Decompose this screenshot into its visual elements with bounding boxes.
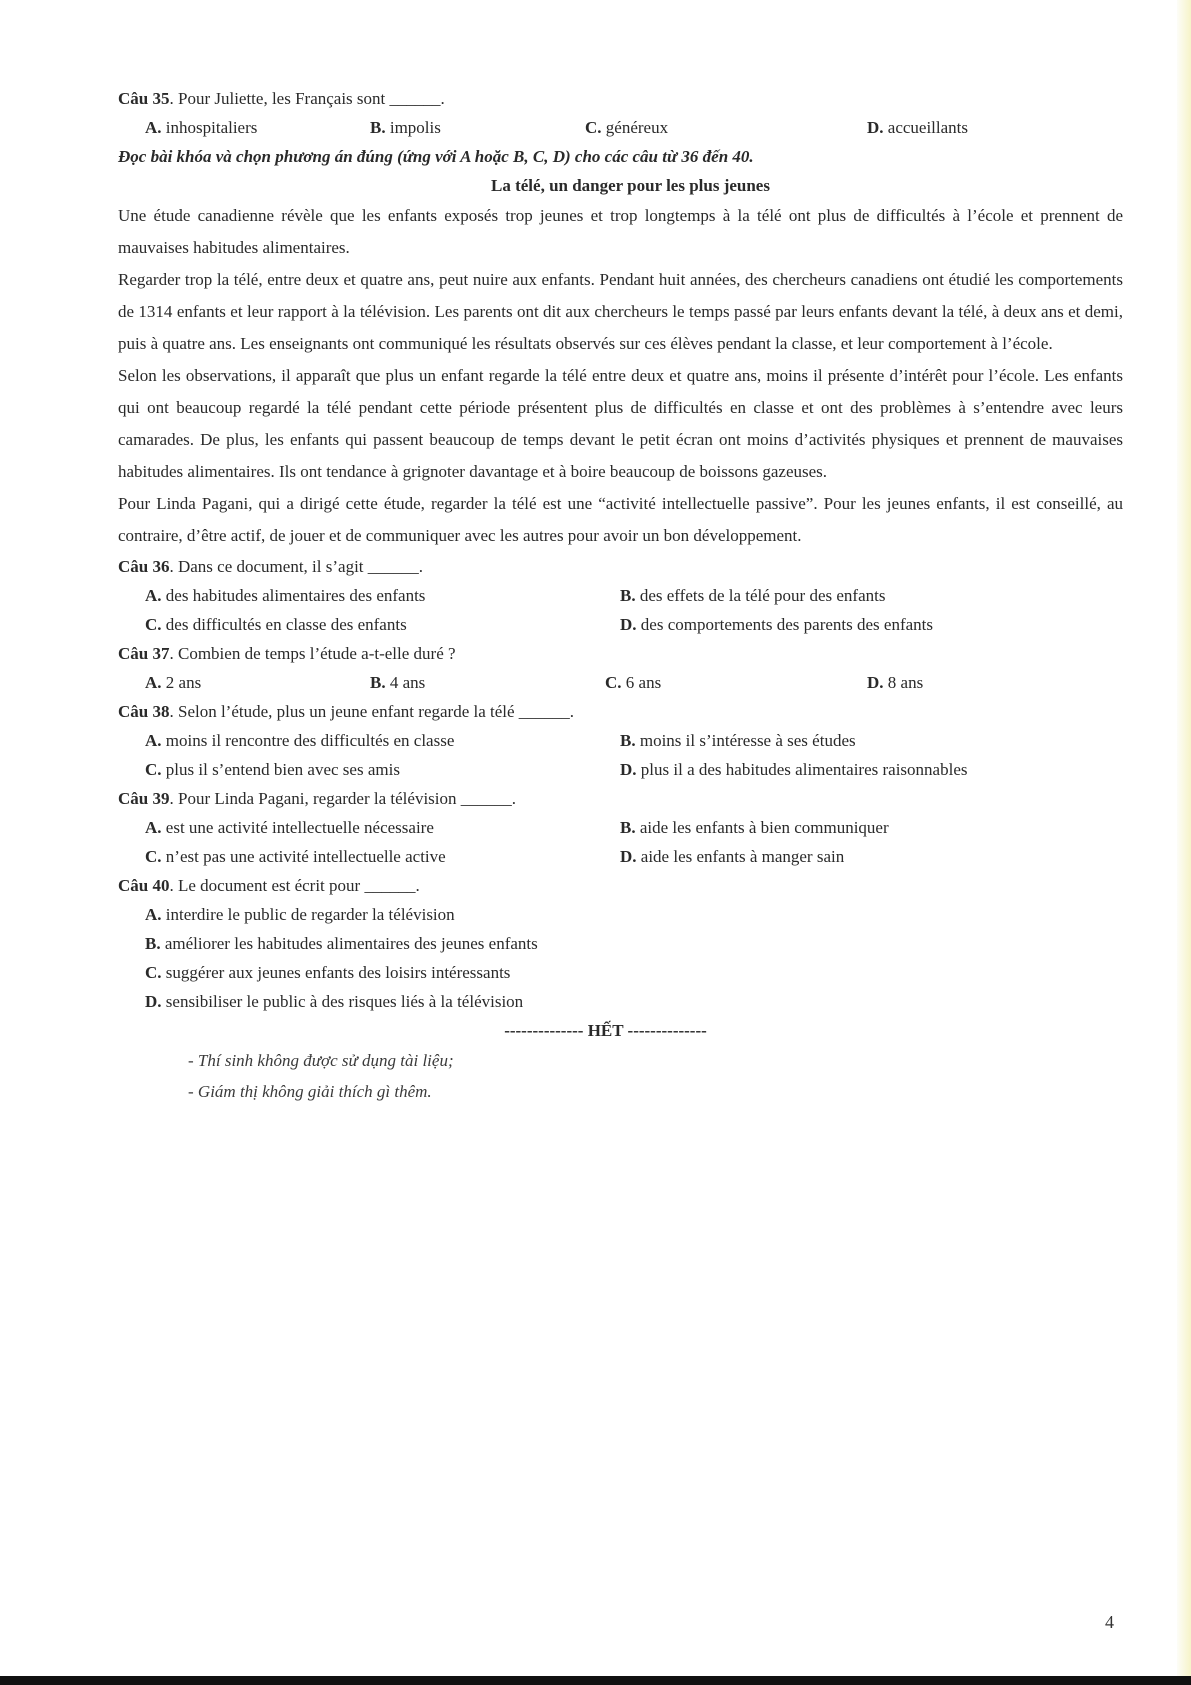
option-a[interactable]: A. est une activité intellectuelle nécessaire — [145, 818, 434, 837]
option-d[interactable]: D. 8 ans — [867, 673, 924, 692]
option-c[interactable]: C. généreux — [585, 118, 669, 137]
question-number: Câu 36 — [118, 557, 170, 576]
exam-page — [118, 84, 1123, 1107]
option-c[interactable]: C. n’est pas une activité intellectuelle active — [145, 847, 446, 866]
option-c[interactable]: C. 6 ans — [605, 673, 662, 692]
question-39-options-row-2 — [118, 842, 1123, 871]
reading-instruction: Đọc bài khóa và chọn phương án đúng (ứng với A hoặc B, C, D) cho các câu từ 36 đến 40. — [118, 147, 754, 166]
exam-note: - Giám thị không giải thích gì thêm. — [188, 1082, 432, 1101]
question-number: Câu 39 — [118, 789, 170, 808]
question-40 — [118, 871, 1123, 900]
question-number: Câu 40 — [118, 876, 170, 895]
option-a[interactable]: A. inhospitaliers — [145, 118, 258, 137]
question-37 — [118, 639, 1123, 668]
question-stem: . Dans ce document, il s’agit ______. — [169, 557, 424, 576]
question-stem: . Selon l’étude, plus un jeune enfant regarde la télé ______. — [169, 702, 575, 721]
article-paragraph: Une étude canadienne révèle que les enfants exposés trop jeunes et trop longtemps à la télé ont plus de difficultés à l’école et prennent de mauvaises habitudes alimentaires. — [118, 206, 1123, 257]
scan-edge-bottom — [0, 1676, 1191, 1685]
option-d[interactable]: D. accueillants — [867, 118, 969, 137]
option-c[interactable]: C. plus il s’entend bien avec ses amis — [145, 760, 400, 779]
option-b[interactable]: B. 4 ans — [370, 673, 426, 692]
question-38-options-row-2 — [118, 755, 1123, 784]
question-number: Câu 37 — [118, 644, 170, 663]
option-b[interactable]: B. impolis — [370, 118, 441, 137]
option-b[interactable]: B. aide les enfants à bien communiquer — [620, 818, 889, 837]
option-d[interactable]: D. sensibiliser le public à des risques liés à la télévision — [145, 992, 524, 1011]
option-b[interactable]: B. améliorer les habitudes alimentaires des jeunes enfants — [145, 934, 538, 953]
article-title: La télé, un danger pour les plus jeunes — [491, 176, 770, 195]
question-stem: . Pour Linda Pagani, regarder la télévision ______. — [169, 789, 517, 808]
option-c[interactable]: C. des difficultés en classe des enfants — [145, 615, 407, 634]
option-a[interactable]: A. interdire le public de regarder la télévision — [145, 905, 455, 924]
article-paragraph: Regarder trop la télé, entre deux et quatre ans, peut nuire aux enfants. Pendant huit années, des chercheurs canadiens ont étudié les comportements de 1314 enfants et leur rapport à la télévision. Les parents ont dit aux chercheurs le temps passé par leurs enfants devant la télé, à deux ans et demi, puis à quatre ans. Les enseignants ont communiqué les résultats observés sur ces élèves pendant la classe, et leur comportement à l’école. — [118, 270, 1123, 353]
end-marker: -------------- HẾT -------------- — [504, 1021, 707, 1040]
exam-note: - Thí sinh không được sử dụng tài liệu; — [188, 1051, 454, 1070]
question-37-options — [118, 668, 1123, 697]
question-36-options-row-2 — [118, 610, 1123, 639]
option-d[interactable]: D. des comportements des parents des enfants — [620, 615, 934, 634]
option-b[interactable]: B. moins il s’intéresse à ses études — [620, 731, 856, 750]
question-stem: . Combien de temps l’étude a-t-elle duré ? — [169, 644, 456, 663]
page-number: 4 — [1105, 1612, 1114, 1632]
option-b[interactable]: B. des effets de la télé pour des enfants — [620, 586, 886, 605]
question-39 — [118, 784, 1123, 813]
question-number: Câu 38 — [118, 702, 170, 721]
question-number: Câu 35 — [118, 89, 170, 108]
question-35 — [118, 84, 1123, 113]
question-stem: . Pour Juliette, les Français sont ______. — [169, 89, 445, 108]
option-d[interactable]: D. plus il a des habitudes alimentaires raisonnables — [620, 760, 968, 779]
article-paragraph: Pour Linda Pagani, qui a dirigé cette étude, regarder la télé est une “activité intellectuelle passive”. Pour les jeunes enfants, il est conseillé, au contraire, d’être actif, de jouer et de communiquer avec les autres pour avoir un bon développement. — [118, 494, 1123, 545]
question-36-options-row-1 — [118, 581, 1123, 610]
scan-edge-right — [1177, 0, 1191, 1685]
option-a[interactable]: A. moins il rencontre des difficultés en classe — [145, 731, 455, 750]
option-d[interactable]: D. aide les enfants à manger sain — [620, 847, 845, 866]
option-a[interactable]: A. 2 ans — [145, 673, 202, 692]
question-stem: . Le document est écrit pour ______. — [169, 876, 420, 895]
question-38 — [118, 697, 1123, 726]
question-35-options — [118, 113, 1123, 142]
question-39-options-row-1 — [118, 813, 1123, 842]
option-a[interactable]: A. des habitudes alimentaires des enfants — [145, 586, 426, 605]
question-36 — [118, 552, 1123, 581]
article-paragraph: Selon les observations, il apparaît que plus un enfant regarde la télé entre deux et quatre ans, moins il présente d’intérêt pour l’école. Les enfants qui ont beaucoup regardé la télé pendant cette période présentent plus de difficultés en classe et ont des problèmes à s’entendre avec leurs camarades. De plus, les enfants qui passent beaucoup de temps devant le petit écran ont moins d’activités physiques et prennent de mauvaises habitudes alimentaires. Ils ont tendance à grignoter davantage et à boire beaucoup de boissons gazeuses. — [118, 366, 1123, 481]
option-c[interactable]: C. suggérer aux jeunes enfants des loisirs intéressants — [145, 963, 511, 982]
question-38-options-row-1 — [118, 726, 1123, 755]
